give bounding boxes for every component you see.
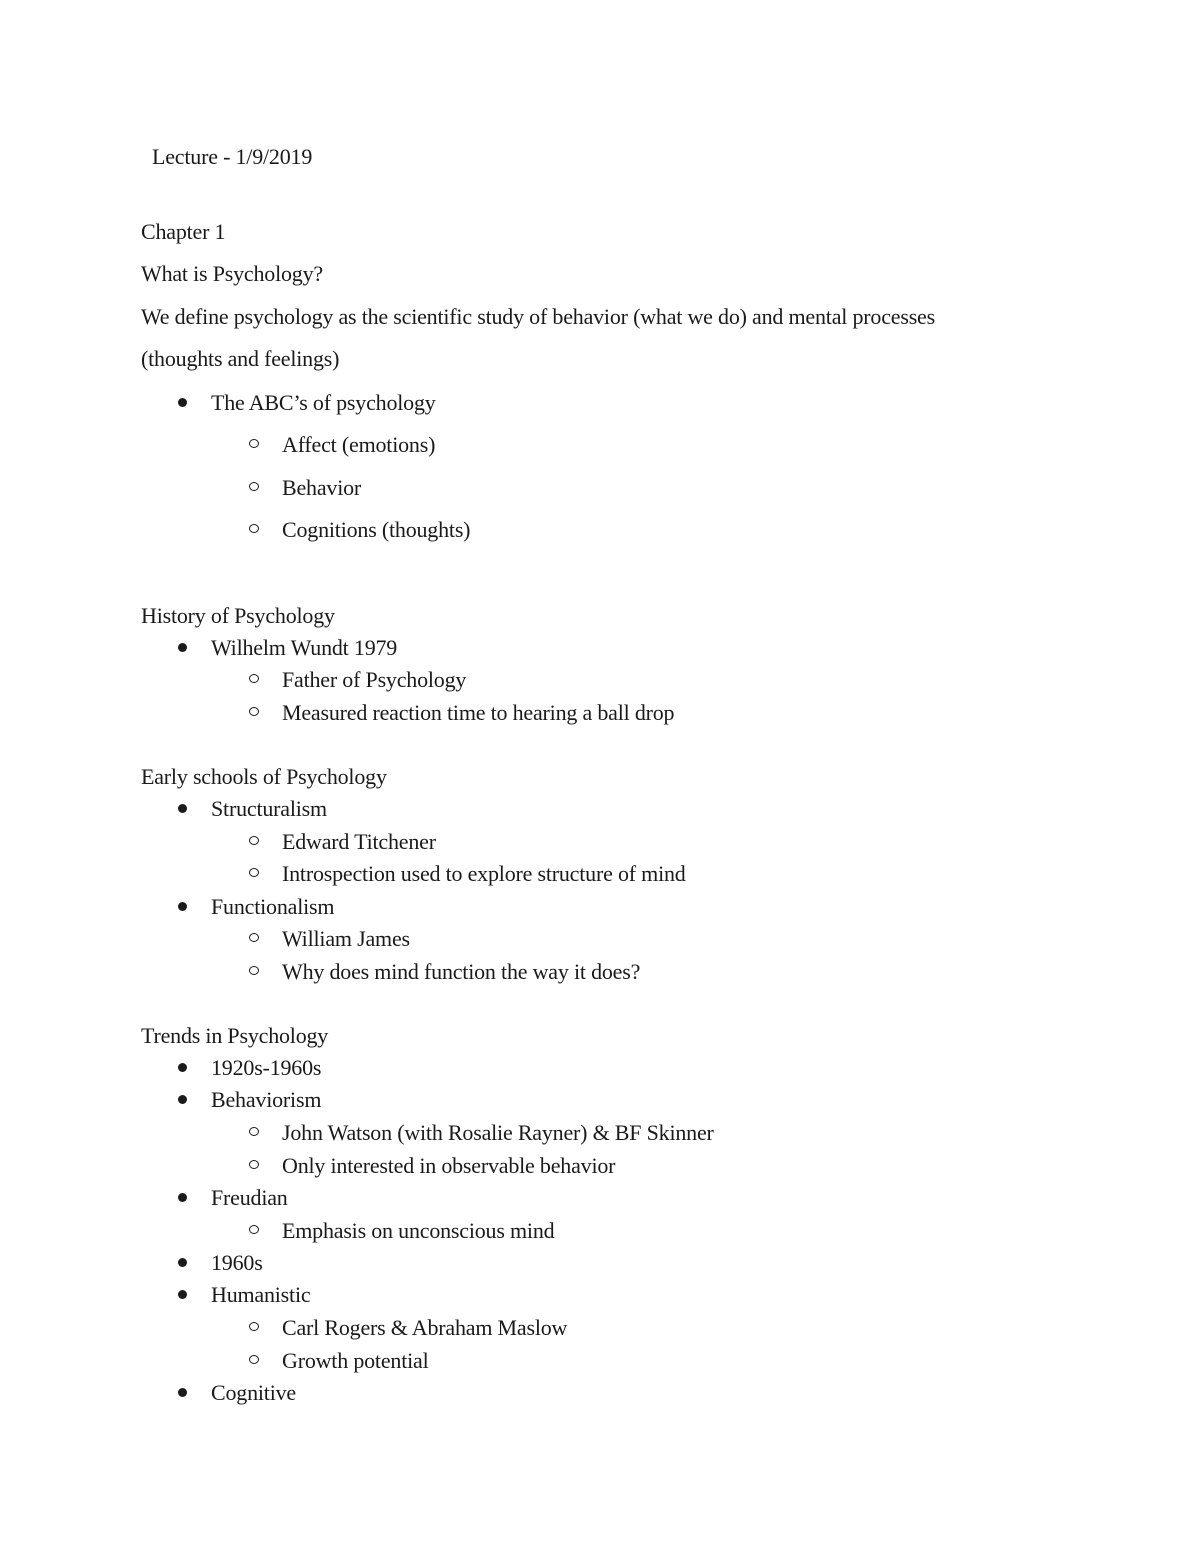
definition-line-1: We define psychology as the scientific study of behavior (what we do) and mental processes (141, 304, 935, 329)
bullet-icon (178, 902, 187, 911)
hollow-bullet-icon (249, 1225, 259, 1234)
list-item: Why does mind function the way it does? (282, 959, 641, 984)
list-item: John Watson (with Rosalie Rayner) & BF Skinner (282, 1120, 714, 1145)
bullet-icon (178, 1290, 187, 1299)
list-item: Wilhelm Wundt 1979 (211, 635, 398, 660)
list-item: Cognitions (thoughts) (282, 517, 471, 542)
list-item: Cognitive (211, 1380, 296, 1405)
list-item: Affect (emotions) (282, 432, 436, 457)
list-item: Functionalism (211, 894, 335, 919)
bullet-icon (178, 1388, 187, 1397)
list-item: Edward Titchener (282, 829, 436, 854)
list-item: Behaviorism (211, 1087, 322, 1112)
chapter-heading: Chapter 1 (141, 219, 226, 244)
hollow-bullet-icon (249, 482, 259, 491)
lecture-title: Lecture - 1/9/2019 (152, 144, 313, 169)
list-item: The ABC’s of psychology (211, 390, 436, 415)
list-item: Only interested in observable behavior (282, 1153, 616, 1178)
list-item: Measured reaction time to hearing a ball drop (282, 700, 675, 725)
list-item: Structuralism (211, 796, 327, 821)
hollow-bullet-icon (249, 1322, 259, 1331)
bullet-icon (178, 643, 187, 652)
hollow-bullet-icon (249, 524, 259, 533)
hollow-bullet-icon (249, 836, 259, 845)
list-item: Carl Rogers & Abraham Maslow (282, 1315, 568, 1340)
bullet-icon (178, 1193, 187, 1202)
hollow-bullet-icon (249, 1127, 259, 1136)
section-heading: Early schools of Psychology (141, 764, 387, 789)
list-item: William James (282, 926, 410, 951)
list-item: Father of Psychology (282, 667, 467, 692)
hollow-bullet-icon (249, 868, 259, 877)
bullet-icon (178, 398, 187, 407)
question-heading: What is Psychology? (141, 261, 323, 286)
hollow-bullet-icon (249, 1355, 259, 1364)
bullet-icon (178, 804, 187, 813)
list-item: Behavior (282, 475, 362, 500)
hollow-bullet-icon (249, 933, 259, 942)
bullet-icon (178, 1095, 187, 1104)
hollow-bullet-icon (249, 439, 259, 448)
hollow-bullet-icon (249, 674, 259, 683)
list-item: Humanistic (211, 1282, 311, 1307)
definition-line-2: (thoughts and feelings) (141, 346, 340, 371)
hollow-bullet-icon (249, 966, 259, 975)
hollow-bullet-icon (249, 707, 259, 716)
bullet-icon (178, 1258, 187, 1267)
bullet-icon (178, 1063, 187, 1072)
list-item: Freudian (211, 1185, 288, 1210)
section-heading: Trends in Psychology (141, 1023, 329, 1048)
hollow-bullet-icon (249, 1160, 259, 1169)
list-item: 1960s (211, 1250, 263, 1275)
section-heading: History of Psychology (141, 603, 335, 628)
list-item: Emphasis on unconscious mind (282, 1218, 555, 1243)
list-item: Growth potential (282, 1348, 429, 1373)
list-item: 1920s-1960s (211, 1055, 322, 1080)
list-item: Introspection used to explore structure of mind (282, 861, 686, 886)
